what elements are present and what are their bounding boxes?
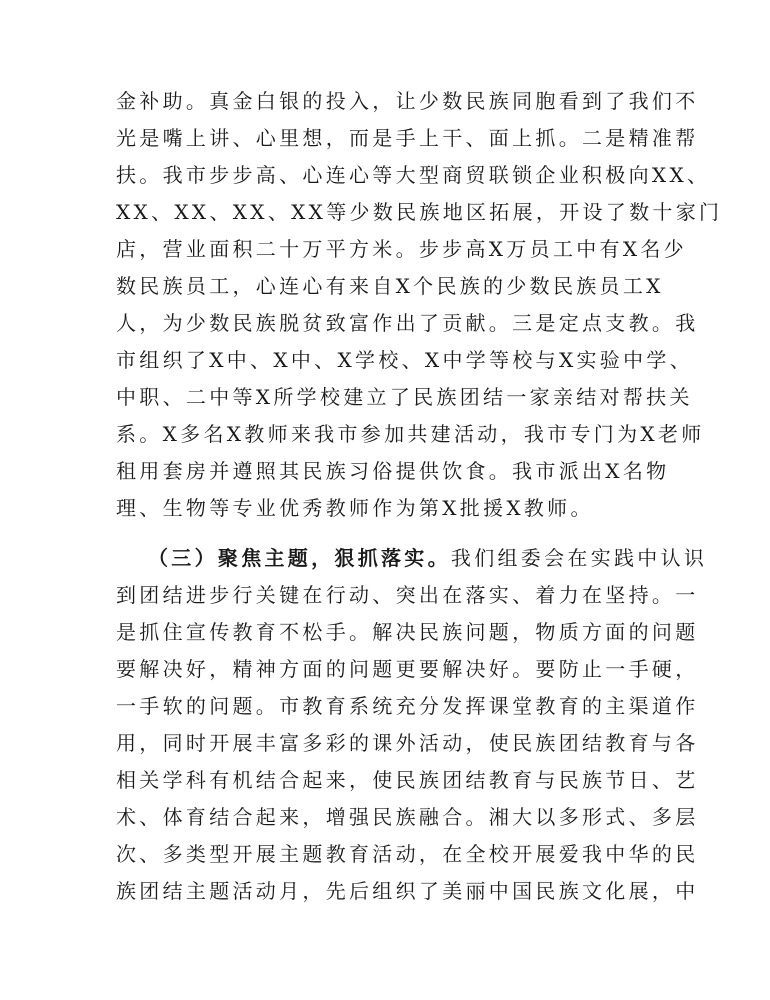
body-line: 中职、二中等X所学校建立了民族团结一家亲结对帮扶关 bbox=[116, 385, 693, 409]
body-line: 理、生物等专业优秀教师作为第X批援X教师。 bbox=[116, 496, 594, 520]
body-line: 店，营业面积二十万平方米。步步高X万员工中有X名少 bbox=[116, 237, 687, 261]
body-line: 扶。我市步步高、心连心等大型商贸联锁企业积极向XX、 bbox=[116, 163, 711, 187]
body-line: XX、XX、XX、XX等少数民族地区拓展，开设了数十家门 bbox=[116, 200, 723, 224]
body-line: 相关学科有机结合起来，使民族团结教育与民族节日、艺 bbox=[116, 768, 699, 792]
body-line: 人，为少数民族脱贫致富作出了贡献。三是定点支教。我 bbox=[116, 311, 699, 335]
body-line: 市组织了X中、X中、X学校、X中学等校与X实验中学、 bbox=[116, 348, 693, 372]
body-line: 术、体育结合起来，增强民族融合。湘大以多形式、多层 bbox=[116, 805, 699, 829]
section-3-first-line bbox=[148, 546, 707, 570]
body-line: 数民族员工，心连心有来自X个民族的少数民族员工X bbox=[116, 274, 664, 298]
body-line: 光是嘴上讲、心里想，而是手上干、面上抓。二是精准帮 bbox=[116, 126, 699, 150]
body-line: 族团结主题活动月，先后组织了美丽中国民族文化展，中 bbox=[116, 879, 699, 903]
body-line: 次、多类型开展主题教育活动，在全校开展爱我中华的民 bbox=[116, 842, 699, 866]
body-line: 金补助。真金白银的投入，让少数民族同胞看到了我们不 bbox=[116, 89, 699, 113]
body-line: 要解决好，精神方面的问题更要解决好。要防止一手硬， bbox=[116, 657, 699, 681]
body-line: 租用套房并遵照其民族习俗提供饮食。我市派出X名物 bbox=[116, 459, 670, 483]
body-line: 一手软的问题。市教育系统充分发挥课堂教育的主渠道作 bbox=[116, 694, 699, 718]
body-line: 用，同时开展丰富多彩的课外活动，使民族团结教育与各 bbox=[116, 731, 699, 755]
section-3-heading: （三）聚焦主题，狠抓落实。 bbox=[148, 546, 451, 570]
body-line: 系。X多名X教师来我市参加共建活动，我市专门为X老师 bbox=[116, 422, 705, 446]
section-3-first-line-rest: 我们组委会在实践中认识 bbox=[450, 546, 708, 570]
body-line: 到团结进步行关键在行动、突出在落实、着力在坚持。一 bbox=[116, 583, 699, 607]
body-line: 是抓住宣传教育不松手。解决民族问题，物质方面的问题 bbox=[116, 620, 699, 644]
